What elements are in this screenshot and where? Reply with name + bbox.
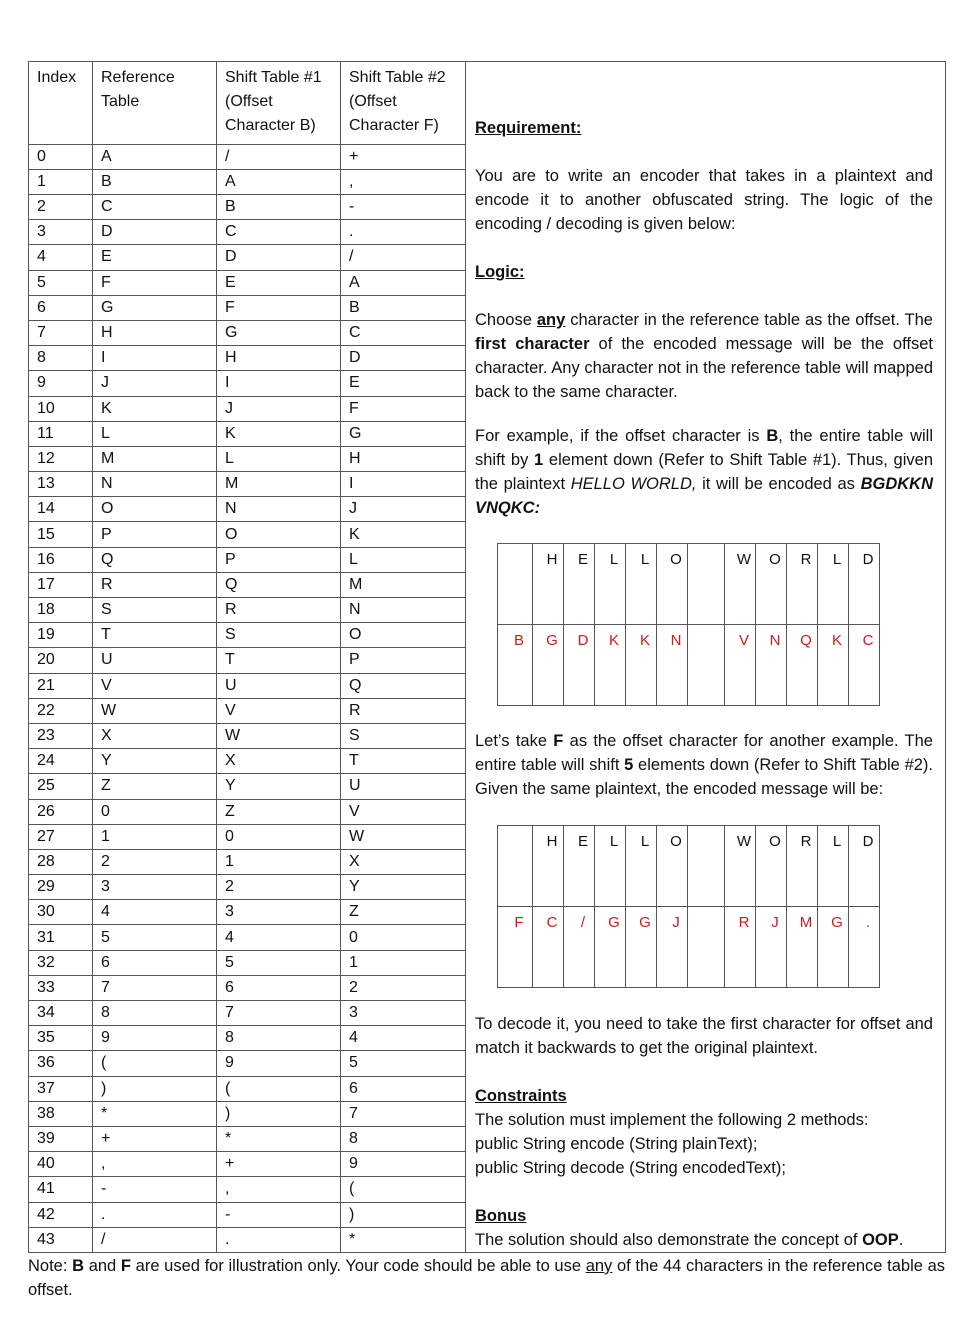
shift1-cell: 0 xyxy=(217,824,341,849)
index-cell: 3 xyxy=(29,220,93,245)
bonus-text xyxy=(475,1228,933,1252)
index-cell: 16 xyxy=(29,547,93,572)
requirement-title: Requirement: xyxy=(475,119,582,137)
shift1-cell: W xyxy=(217,723,341,748)
shift2-cell: 1 xyxy=(341,950,466,975)
shift2-cell: ) xyxy=(341,1202,466,1227)
reference-cell: * xyxy=(93,1101,217,1126)
encoded-char: C xyxy=(533,907,564,988)
encoded-char: N xyxy=(756,625,787,706)
shift1-header xyxy=(217,62,341,145)
reference-cell: 8 xyxy=(93,1001,217,1026)
logic-text-1: Choose xyxy=(475,311,537,329)
index-cell: 2 xyxy=(29,195,93,220)
shift1-cell: S xyxy=(217,623,341,648)
shift2-cell: ( xyxy=(341,1177,466,1202)
index-cell: 0 xyxy=(29,144,93,169)
shift2-cell: R xyxy=(341,698,466,723)
shift1-cell: 2 xyxy=(217,875,341,900)
bonus-text-1: The solution should also demonstrate the concept of xyxy=(475,1231,863,1249)
index-cell: 11 xyxy=(29,421,93,446)
shift2-cell: 7 xyxy=(341,1101,466,1126)
reference-cell: O xyxy=(93,497,217,522)
reference-cell: / xyxy=(93,1227,217,1252)
shift2-cell: P xyxy=(341,648,466,673)
encoded-char: K xyxy=(626,625,657,706)
encoded-char: J xyxy=(657,907,688,988)
reference-cell: R xyxy=(93,572,217,597)
shift2-cell: K xyxy=(341,522,466,547)
example2-paragraph xyxy=(475,729,933,801)
encoded-char: F xyxy=(498,907,533,988)
index-cell: 40 xyxy=(29,1152,93,1177)
shift1-cell: E xyxy=(217,270,341,295)
index-cell: 26 xyxy=(29,799,93,824)
shift2-cell: 0 xyxy=(341,925,466,950)
plain-char: L xyxy=(595,826,626,907)
shift1-cell: 3 xyxy=(217,900,341,925)
index-header: Index xyxy=(29,62,93,145)
ex1-text-1: For example, if the offset character is xyxy=(475,427,767,445)
encoded-char: K xyxy=(818,625,849,706)
plain-char: R xyxy=(787,826,818,907)
note-text-2: and xyxy=(84,1257,121,1275)
index-cell: 23 xyxy=(29,723,93,748)
reference-cell: + xyxy=(93,1126,217,1151)
reference-cell: G xyxy=(93,295,217,320)
shift1-cell: 8 xyxy=(217,1026,341,1051)
encoded-row xyxy=(498,625,880,706)
encoded-char: V xyxy=(725,625,756,706)
reference-cell: M xyxy=(93,446,217,471)
shift2-cell: E xyxy=(341,371,466,396)
shift2-cell: I xyxy=(341,472,466,497)
encoding-table xyxy=(28,61,946,1253)
plain-char: L xyxy=(626,826,657,907)
index-cell: 22 xyxy=(29,698,93,723)
reference-cell: U xyxy=(93,648,217,673)
shift1-cell: Z xyxy=(217,799,341,824)
plaintext-row xyxy=(498,826,880,907)
ex1-text-4: it will be encoded as xyxy=(696,475,861,493)
reference-cell: Z xyxy=(93,774,217,799)
index-cell: 6 xyxy=(29,295,93,320)
encoded-char: C xyxy=(849,625,880,706)
logic-first-character: first character xyxy=(475,335,590,353)
reference-cell: D xyxy=(93,220,217,245)
index-cell: 10 xyxy=(29,396,93,421)
shift1-cell: O xyxy=(217,522,341,547)
shift1-cell: 6 xyxy=(217,975,341,1000)
reference-cell: K xyxy=(93,396,217,421)
encoded-char xyxy=(688,625,725,706)
shift2-cell: / xyxy=(341,245,466,270)
shift1-cell: M xyxy=(217,472,341,497)
index-cell: 13 xyxy=(29,472,93,497)
index-cell: 41 xyxy=(29,1177,93,1202)
shift2-cell: J xyxy=(341,497,466,522)
index-cell: 39 xyxy=(29,1126,93,1151)
shift2-cell: F xyxy=(341,396,466,421)
encode-example-1 xyxy=(497,543,880,706)
reference-cell: F xyxy=(93,270,217,295)
reference-cell: - xyxy=(93,1177,217,1202)
shift1-cell: Q xyxy=(217,572,341,597)
note-text-1: Note: xyxy=(28,1257,73,1275)
shift2-cell: B xyxy=(341,295,466,320)
shift1-cell: R xyxy=(217,598,341,623)
shift2-cell: 2 xyxy=(341,975,466,1000)
index-cell: 8 xyxy=(29,346,93,371)
plain-char: E xyxy=(564,544,595,625)
shift1-header-line3: Character B) xyxy=(225,117,316,134)
index-cell: 7 xyxy=(29,320,93,345)
shift1-cell: 5 xyxy=(217,950,341,975)
shift2-cell: D xyxy=(341,346,466,371)
shift2-header-line1: Shift Table #2 xyxy=(349,69,446,86)
shift2-cell: X xyxy=(341,849,466,874)
shift1-cell: . xyxy=(217,1227,341,1252)
shift1-cell: G xyxy=(217,320,341,345)
shift1-cell: V xyxy=(217,698,341,723)
bonus-oop: OOP xyxy=(862,1231,899,1249)
constraints-intro: The solution must implement the following 2 methods: xyxy=(475,1111,869,1129)
encoded-char: . xyxy=(849,907,880,988)
plaintext-row xyxy=(498,544,880,625)
shift1-cell: B xyxy=(217,195,341,220)
encoded-char xyxy=(688,907,725,988)
shift1-cell: / xyxy=(217,144,341,169)
shift2-cell: 4 xyxy=(341,1026,466,1051)
reference-cell: B xyxy=(93,169,217,194)
logic-text-3: of the encoded message will be the offset character. Any character not in the reference table will mapped back to the same character. xyxy=(475,335,933,401)
shift2-cell: A xyxy=(341,270,466,295)
plain-char: O xyxy=(657,826,688,907)
note-f: F xyxy=(120,1257,131,1275)
plain-char xyxy=(498,826,533,907)
shift2-cell: 9 xyxy=(341,1152,466,1177)
shift1-cell: + xyxy=(217,1152,341,1177)
index-cell: 30 xyxy=(29,900,93,925)
shift1-cell: , xyxy=(217,1177,341,1202)
shift1-cell: I xyxy=(217,371,341,396)
shift2-cell: Z xyxy=(341,900,466,925)
reference-cell: W xyxy=(93,698,217,723)
shift2-cell: L xyxy=(341,547,466,572)
plain-char xyxy=(688,826,725,907)
index-cell: 18 xyxy=(29,598,93,623)
shift1-header-line1: Shift Table #1 xyxy=(225,69,322,86)
reference-cell: ) xyxy=(93,1076,217,1101)
shift1-cell: A xyxy=(217,169,341,194)
plain-char: W xyxy=(725,544,756,625)
shift1-cell: J xyxy=(217,396,341,421)
encode-example-2 xyxy=(497,825,880,988)
ex2-text-2: as the offset character for another example. The entire table will shift xyxy=(475,732,933,774)
reference-cell: X xyxy=(93,723,217,748)
shift1-cell: 9 xyxy=(217,1051,341,1076)
reference-cell: 3 xyxy=(93,875,217,900)
shift2-cell: N xyxy=(341,598,466,623)
shift1-cell: L xyxy=(217,446,341,471)
encoded-char: G xyxy=(626,907,657,988)
index-cell: 17 xyxy=(29,572,93,597)
shift2-cell: + xyxy=(341,144,466,169)
footnote xyxy=(28,1254,945,1302)
shift2-cell: Q xyxy=(341,673,466,698)
index-cell: 28 xyxy=(29,849,93,874)
plain-char: D xyxy=(849,544,880,625)
reference-cell: S xyxy=(93,598,217,623)
index-cell: 34 xyxy=(29,1001,93,1026)
shift2-cell: Y xyxy=(341,875,466,900)
example1-paragraph xyxy=(475,424,933,520)
shift1-cell: N xyxy=(217,497,341,522)
reference-cell: Y xyxy=(93,749,217,774)
encoded-char: G xyxy=(595,907,626,988)
logic-title: Logic: xyxy=(475,263,525,281)
shift2-cell: H xyxy=(341,446,466,471)
shift2-cell: G xyxy=(341,421,466,446)
encoded-char: N xyxy=(657,625,688,706)
index-cell: 14 xyxy=(29,497,93,522)
encoded-char: Q xyxy=(787,625,818,706)
shift2-cell: M xyxy=(341,572,466,597)
shift1-cell: ( xyxy=(217,1076,341,1101)
ex1-shift: 1 xyxy=(534,451,544,469)
shift2-header xyxy=(341,62,466,145)
shift2-cell: - xyxy=(341,195,466,220)
constraints-title: Constraints xyxy=(475,1087,567,1105)
plain-char: O xyxy=(756,544,787,625)
plain-char: O xyxy=(756,826,787,907)
plain-char xyxy=(498,544,533,625)
plain-char: W xyxy=(725,826,756,907)
reference-cell: 4 xyxy=(93,900,217,925)
shift1-cell: P xyxy=(217,547,341,572)
shift2-cell: T xyxy=(341,749,466,774)
reference-cell: 2 xyxy=(93,849,217,874)
index-cell: 4 xyxy=(29,245,93,270)
shift1-cell: - xyxy=(217,1202,341,1227)
reference-header-line2: Table xyxy=(101,93,140,110)
reference-cell: 0 xyxy=(93,799,217,824)
index-cell: 33 xyxy=(29,975,93,1000)
shift2-cell: 3 xyxy=(341,1001,466,1026)
plain-char xyxy=(688,544,725,625)
requirement-intro: You are to write an encoder that takes in a plaintext and encode it to another obfuscated string. The logic of the encoding / decoding is given below: xyxy=(475,167,933,233)
ex2-text-3: elements down (Refer to Shift Table #2). Given the same plaintext, the encoded message will be: xyxy=(475,756,933,798)
ex1-encoded: BGDKKN VNQKC: xyxy=(475,475,933,517)
reference-cell: Q xyxy=(93,547,217,572)
shift2-cell: V xyxy=(341,799,466,824)
shift1-cell: U xyxy=(217,673,341,698)
logic-text-2: character in the reference table as the offset. The xyxy=(565,311,933,329)
reference-cell: 9 xyxy=(93,1026,217,1051)
shift2-cell: . xyxy=(341,220,466,245)
shift1-cell: X xyxy=(217,749,341,774)
shift1-cell: H xyxy=(217,346,341,371)
reference-cell: N xyxy=(93,472,217,497)
note-any: any xyxy=(585,1257,613,1275)
index-cell: 37 xyxy=(29,1076,93,1101)
bonus-title: Bonus xyxy=(475,1207,527,1225)
ex1-text-3: element down (Refer to Shift Table #1). Thus, given the plaintext xyxy=(475,451,934,493)
reference-header-line1: Reference xyxy=(101,69,175,86)
shift2-cell: 5 xyxy=(341,1051,466,1076)
decode-paragraph: To decode it, you need to take the first character for offset and match it backwards to get the original plaintext. xyxy=(475,1015,933,1057)
bonus-text-2: . xyxy=(898,1231,904,1249)
plain-char: L xyxy=(818,826,849,907)
logic-any: any xyxy=(536,311,566,329)
requirement-panel xyxy=(466,62,946,1253)
plain-char: L xyxy=(595,544,626,625)
encoded-char: G xyxy=(533,625,564,706)
shift2-header-line3: Character F) xyxy=(349,117,439,134)
method-decode: public String decode (String encodedText); xyxy=(475,1159,786,1177)
ex2-shift: 5 xyxy=(624,756,634,774)
reference-cell: V xyxy=(93,673,217,698)
ex1-text-2: , the entire table will shift by xyxy=(475,427,934,469)
method-encode: public String encode (String plainText); xyxy=(475,1135,758,1153)
plain-char: D xyxy=(849,826,880,907)
note-text-3: are used for illustration only. Your code should be able to use xyxy=(130,1257,586,1275)
reference-cell: I xyxy=(93,346,217,371)
index-cell: 29 xyxy=(29,875,93,900)
shift1-cell: Y xyxy=(217,774,341,799)
reference-cell: ( xyxy=(93,1051,217,1076)
shift1-cell: 1 xyxy=(217,849,341,874)
index-cell: 5 xyxy=(29,270,93,295)
logic-paragraph xyxy=(475,308,933,404)
shift1-cell: * xyxy=(217,1126,341,1151)
index-cell: 1 xyxy=(29,169,93,194)
shift1-cell: 4 xyxy=(217,925,341,950)
reference-cell: , xyxy=(93,1152,217,1177)
plain-char: L xyxy=(626,544,657,625)
shift2-header-line2: (Offset xyxy=(349,93,397,110)
shift2-cell: U xyxy=(341,774,466,799)
encoded-char: B xyxy=(498,625,533,706)
ex1-offset: B xyxy=(766,427,779,445)
shift1-cell: K xyxy=(217,421,341,446)
index-cell: 32 xyxy=(29,950,93,975)
index-cell: 42 xyxy=(29,1202,93,1227)
plain-char: E xyxy=(564,826,595,907)
ex2-offset: F xyxy=(553,732,564,750)
reference-cell: A xyxy=(93,144,217,169)
index-cell: 20 xyxy=(29,648,93,673)
encoded-char: D xyxy=(564,625,595,706)
plain-char: H xyxy=(533,826,564,907)
note-text-4: of the 44 characters in the reference table as offset. xyxy=(28,1257,946,1299)
reference-cell: 6 xyxy=(93,950,217,975)
shift1-cell: D xyxy=(217,245,341,270)
encoded-char: R xyxy=(725,907,756,988)
header-row xyxy=(29,62,946,145)
ex1-plaintext: HELLO WORLD, xyxy=(570,475,697,493)
plain-char: L xyxy=(818,544,849,625)
shift2-cell: S xyxy=(341,723,466,748)
shift2-cell: O xyxy=(341,623,466,648)
index-cell: 25 xyxy=(29,774,93,799)
encoded-char: G xyxy=(818,907,849,988)
shift1-cell: C xyxy=(217,220,341,245)
reference-cell: . xyxy=(93,1202,217,1227)
index-cell: 24 xyxy=(29,749,93,774)
shift2-cell: 8 xyxy=(341,1126,466,1151)
encoded-char: M xyxy=(787,907,818,988)
reference-cell: C xyxy=(93,195,217,220)
shift1-header-line2: (Offset xyxy=(225,93,273,110)
reference-cell: H xyxy=(93,320,217,345)
shift1-cell: T xyxy=(217,648,341,673)
reference-cell: P xyxy=(93,522,217,547)
note-b: B xyxy=(72,1257,85,1275)
shift1-cell: F xyxy=(217,295,341,320)
shift1-cell: 7 xyxy=(217,1001,341,1026)
index-cell: 9 xyxy=(29,371,93,396)
encoded-char: J xyxy=(756,907,787,988)
encoded-row xyxy=(498,907,880,988)
ex2-text-1: Let’s take xyxy=(475,732,554,750)
reference-cell: T xyxy=(93,623,217,648)
shift2-cell: 6 xyxy=(341,1076,466,1101)
index-cell: 19 xyxy=(29,623,93,648)
reference-header xyxy=(93,62,217,145)
shift2-cell: C xyxy=(341,320,466,345)
index-cell: 15 xyxy=(29,522,93,547)
index-cell: 21 xyxy=(29,673,93,698)
plain-char: O xyxy=(657,544,688,625)
reference-cell: J xyxy=(93,371,217,396)
plain-char: R xyxy=(787,544,818,625)
reference-cell: L xyxy=(93,421,217,446)
index-cell: 36 xyxy=(29,1051,93,1076)
encoded-char: / xyxy=(564,907,595,988)
index-cell: 31 xyxy=(29,925,93,950)
index-cell: 35 xyxy=(29,1026,93,1051)
index-cell: 43 xyxy=(29,1227,93,1252)
reference-cell: E xyxy=(93,245,217,270)
index-cell: 38 xyxy=(29,1101,93,1126)
plain-char: H xyxy=(533,544,564,625)
shift2-cell: , xyxy=(341,169,466,194)
shift2-cell: * xyxy=(341,1227,466,1252)
reference-cell: 7 xyxy=(93,975,217,1000)
index-cell: 27 xyxy=(29,824,93,849)
shift2-cell: W xyxy=(341,824,466,849)
reference-cell: 1 xyxy=(93,824,217,849)
encoded-char: K xyxy=(595,625,626,706)
index-cell: 12 xyxy=(29,446,93,471)
shift1-cell: ) xyxy=(217,1101,341,1126)
reference-cell: 5 xyxy=(93,925,217,950)
